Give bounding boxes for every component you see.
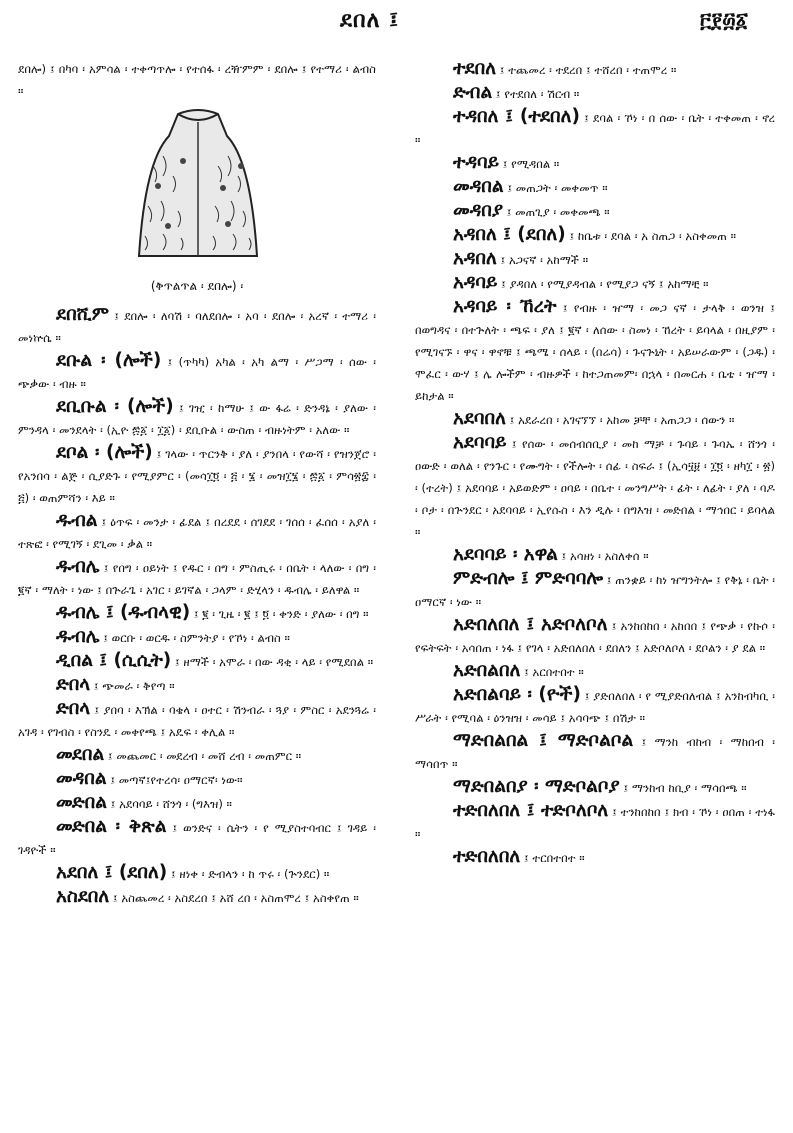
dictionary-entry xyxy=(18,650,376,673)
entry-headword: አዳባይ xyxy=(453,272,498,293)
entry-headword: አደባበለ xyxy=(453,408,506,429)
entry-headword: መድበል xyxy=(56,792,107,813)
entry-definition: ፤ መጠጋት ፡ መቀመጥ ። xyxy=(507,181,608,195)
entry-headword: መዳበያ xyxy=(453,200,504,221)
entry-definition: ፤ አጋናኛ ፡ አከማች ። xyxy=(500,253,589,267)
dictionary-entry xyxy=(415,408,775,431)
entry-headword: ዲበል ፤ (ሲሲት) xyxy=(56,650,172,671)
entry-headword: መድበል ፡ ቅጽል xyxy=(56,816,167,837)
entry-headword: ተዳበለ ፤ (ተደበለ) xyxy=(453,106,580,127)
dictionary-entry xyxy=(18,768,376,791)
dictionary-entry xyxy=(18,396,376,441)
entry-definition: ፤ ያድበለበለ ፡ የ ሚያድበለብል ፤ አንከብካቢ ፡ ሥራት ፡ የሚባል ፡ ዕንዝዝ ፡ መሳይ ፤ አሳባጭ ፤ በሽታ ። xyxy=(415,689,775,725)
entry-definition: ፤ ፪ ፡ ጊዜ ፡ ፪ ፤ ፬ ፡ ቀንድ ፡ ያለው ፡ በግ ። xyxy=(193,607,369,621)
dictionary-entry xyxy=(18,886,376,909)
entry-headword: ደቡል ፡ (ሎች) xyxy=(56,350,162,371)
entry-definition: ፤ የሰው ፡ መሰብሰቢያ ፡ መከ ማቻ ፡ ጉባይ ፡ ጉባኤ ፡ ሸንጎ ፡ ዐውድ ፡ ወለል ፡ የንጉር ፡ የሙግት ፡ የችሎት ፡ ሰፊ ፡ ስፍራ ፤ (ኢሳ፶፱ ፡ ፲፬ ፡ ዘካ፲ ፡ ፳) ፡ (ተረት) ፤ አደባባይ ፡ አይወድም ፡ ዐባይ ፡ በቤተ ፡ መንግሥት ፡ ፊት ፡ ለፊት ፡ ያለ ፡ ባዶ ፡ ቦታ ፡ በጕንደር ፡ አደባባይ ፡ ኢየሱስ ፡ እን ዲሉ ፡ በግእዝ ፡ መድበል ፡ ማኅበር ፡ ይባላል ። xyxy=(415,437,775,539)
dictionary-entry xyxy=(415,176,775,199)
entry-definition: ፤ ወንድና ፡ ሴትን ፡ የ ሚያስተባብር ፤ ገዳይ ፡ ገዳዮች ። xyxy=(18,821,377,857)
entry-definition: ፤ አስጨመረ ፡ አስደረበ ፤ አሸ ረበ ፡ አስጠሞረ ፤ አስቀየጠ ። xyxy=(112,891,359,905)
dictionary-entry xyxy=(415,432,775,543)
intro-text: ደበሎ) ፤ በካባ ፡ አምሳል ፡ ተቀጣጥሎ ፡ የተሰፋ ፡ ረዥምም ፡ ደበሎ ፤ የተማሪ ፡ ልብስ ። xyxy=(18,62,376,98)
entry-headword: ተድበለበለ ፤ ተድቦለቦለ xyxy=(453,800,609,821)
entry-definition: ፤ ደበሎ ፡ ለባሽ ፡ ባለደበሎ ፡ አባ ፡ ደበሎ ፡ አረኛ ፡ ተማሪ ፡ መነኵሴ ። xyxy=(18,309,377,345)
entry-headword: መዳበል xyxy=(56,768,107,789)
page-number: ፫፻፴፩ xyxy=(700,8,748,32)
page-header xyxy=(0,0,793,42)
entry-definition: ፤ ማንከብ ከቢያ ፡ ማሳበጫ ። xyxy=(623,781,747,795)
entry-definition: ፤ ያዳበለ ፡ የሚያዳብል ፡ የሚያጋ ናኝ ፤ አከማቺ ። xyxy=(501,277,709,291)
running-head: ደበለ ፤ xyxy=(340,8,400,33)
entry-headword: ደቦል ፡ (ሎች) xyxy=(56,442,153,463)
dictionary-entry xyxy=(415,684,775,729)
dictionary-entry xyxy=(415,544,775,567)
dictionary-entry xyxy=(415,776,775,799)
entry-definition: ፤ ከቤቱ ፡ ደባል ፡ አ ስጠጋ ፡ አስቀመጠ ። xyxy=(569,229,736,243)
entry-definition: ፤ ያበባ ፡ እኽል ፡ ባቄላ ፡ ዐተር ፡ ሽንብራ ፡ ጓያ ፡ ምስር ፡ አደንጓሬ ፡ አገዳ ፡ የገብስ ፡ የስንዴ ፡ መቀየጫ ፤ አዴፍ ፡ ቀሊል ። xyxy=(18,703,376,739)
entry-headword: አስደበለ xyxy=(56,886,110,907)
entry-headword: ማድበልበያ ፡ ማድቦልቦያ xyxy=(453,776,620,797)
left-column xyxy=(18,58,376,910)
entry-definition: ፤ ወርቡ ፡ ወርዱ ፡ ስምንትያ ፡ የኾነ ፡ ልብስ ። xyxy=(103,631,290,645)
dictionary-entry xyxy=(18,792,376,815)
entry-headword: አድበልበለ xyxy=(453,660,521,681)
entry-definition: ፤ የሚዳበል ። xyxy=(502,157,560,171)
entry-definition: ፤ ጠንቋይ ፡ ከነ ዠግንትሎ ፤ የቅኔ ፡ ቤት ፡ ዐማርኛ ፡ ነው ። xyxy=(415,573,775,609)
dictionary-entry xyxy=(18,744,376,767)
entry-headword: አድበለበለ ፤ አድቦለቦለ xyxy=(453,614,608,635)
dictionary-entry xyxy=(415,568,775,613)
entry-headword: ተድበለበለ xyxy=(453,846,521,867)
entry-headword: ድበላ xyxy=(56,698,91,719)
dictionary-entry xyxy=(18,674,376,697)
entry-headword: አዳበለ xyxy=(453,248,497,269)
entry-definition: ፤ ጭመራ ፡ ቅየጣ ። xyxy=(93,679,175,693)
entry-definition: ፤ ተንከበከበ ፤ ክብ ፡ ኾነ ፡ ዐበጠ ፡ ተነፋ ። xyxy=(415,805,776,841)
dictionary-entry xyxy=(18,304,376,349)
entry-definition: ፤ (ጥካካ) አካል ፡ አካ ልማ ፡ ሥጋማ ፡ ሰው ፡ ጭቃው ፡ ብዙ ። xyxy=(18,355,377,391)
dictionary-entry xyxy=(415,106,775,151)
entry-definition: ፤ መጣኛ፤የተረሳ፡ ዐማርኛ፡ ነው። xyxy=(110,773,243,787)
entry-headword: አዳባይ ፡ ኸረት xyxy=(453,296,557,317)
dictionary-entry xyxy=(415,152,775,175)
entry-headword: መደበል xyxy=(56,744,105,765)
entry-headword: ደበሺም xyxy=(56,304,110,325)
entry-definition: ፤ አደባባይ ፡ ሸንጎ ፡ (ግእዝ) ። xyxy=(110,797,232,811)
right-entry-list xyxy=(415,58,775,869)
dictionary-entry xyxy=(415,248,775,271)
dictionary-entry xyxy=(18,556,376,601)
entry-definition: ፤ ዘነቀ ፡ ድብላን ፡ ከ ጥሩ ፡ (ጕንደር) ። xyxy=(170,867,330,881)
dictionary-entry xyxy=(415,730,775,775)
dictionary-entry xyxy=(18,626,376,649)
dictionary-entry xyxy=(415,846,775,869)
entry-headword: ደቢቡል ፡ (ሎች) xyxy=(56,396,174,417)
entry-headword: መዳበል xyxy=(453,176,504,197)
dictionary-entry xyxy=(18,510,376,555)
dictionary-entry xyxy=(415,296,775,407)
entry-definition: ፤ ደባል ፡ ኾነ ፡ በ ሰው ፡ ቤት ፡ ተቀመጠ ፡ ኖረ ። xyxy=(415,111,775,147)
entry-definition: ፤ ዘማች ፡ አሞራ ፡ በው ዳቂ ፡ ላይ ፡ የሚደበል ። xyxy=(174,655,374,669)
entry-headword: አደባባይ xyxy=(453,432,507,453)
entry-headword: ምድብሎ ፤ ምድባባሎ xyxy=(453,568,604,589)
entry-headword: ዱብሌ xyxy=(56,626,100,647)
entry-definition: ፤ የበግ ፡ ዐይነት ፤ የዱር ፡ በግ ፡ ምስጢሩ ፡ በቤት ፡ ላለው ፡ በግ ፡ ፪ኛ ፡ ማለት ፡ ነው ፤ በጕራጌ ፡ አገር ፡ ይገኛል ፡ ጋላም ፡ ድሂላን ፡ ዱብሌ ፡ ይለዋል ። xyxy=(18,561,376,597)
entry-definition: ፤ የብዙ ፡ ዠማ ፡ መጋ ናኛ ፡ ታላቅ ፡ ወንዝ ፤ በወግዳና ፡ በተጕለት ፡ ጫፍ ፡ ያለ ፤ ፪ኛ ፡ ለሰው ፡ ስመነ ፡ ኸረት ፡ ይባላል ፡ በዚያም ፡ የሚገናኙ ፡ ዋና ፡ ዋኖቹ ፤ ጫሜ ፡ ሰላይ ፡ (በሬሳ) ፡ ጉናጕኒት ፡ አይሠራውም ፡ (ጋዱ) ፡ ሞፈር ፡ ውሃ ፤ ሌ ሎችም ፡ ብዙዎች ፡ ከተጋጠመም፡ በኋላ ፡ በመርሐ ፡ ቤቴ ፡ ዠማ ፡ ይከታል ። xyxy=(415,301,775,403)
entry-headword: ተደበለ xyxy=(453,58,497,79)
entry-definition: ፤ አሳዘነ ፡ አስለቀሰ ። xyxy=(561,549,649,563)
entry-headword: ድበላ xyxy=(56,674,91,695)
right-column xyxy=(415,58,775,870)
entry-headword: ዱብሌ ፤ (ዱብላዊ) xyxy=(56,602,191,623)
figure xyxy=(18,106,376,271)
fur-cloak-illustration-icon xyxy=(123,106,273,266)
dictionary-entry xyxy=(18,698,376,743)
dictionary-entry xyxy=(415,82,775,105)
entry-headword: ማድበልበል ፤ ማድቦልቦል xyxy=(453,730,634,751)
entry-definition: ፤ ማንከ ብከብ ፡ ማከበብ ፡ ማሳበጥ ። xyxy=(415,735,775,771)
dictionary-entry xyxy=(415,58,775,81)
figure-caption: (ቅጥልጥል ፡ ደበሎ) ፡ xyxy=(150,279,244,293)
entry-definition: ፤ መጨመር ፡ መደረብ ፡ መሸ ረብ ፡ መጠምር ። xyxy=(107,749,302,763)
dictionary-entry xyxy=(415,200,775,223)
entry-headword: አዳበለ ፤ (ደበለ) xyxy=(453,224,566,245)
entry-definition: ፤ አንከበከበ ፡ አከበበ ፤ የጭቃ ፡ የኩሶ ፡ የፍትፍት ፡ አሳበጠ ፡ ነፋ ፤ የገላ ፡ አድበለበለ ፡ ደበለን ፤ አድቦለቦለ ፡ ደቦልን ፡ ያ ደል ። xyxy=(415,619,775,655)
dictionary-entry xyxy=(415,660,775,683)
entry-definition: ፤ ተርበተበተ ። xyxy=(523,851,585,865)
dictionary-entry xyxy=(18,862,376,885)
dictionary-entry xyxy=(18,350,376,395)
entry-definition: ፤ ገላው ፡ ጥርንቅ ፡ ያለ ፡ ያንበላ ፡ የውሻ ፡ የዝንጀሮ ፡ የአንበሳ ፡ ልጅ ፡ ሲያድጉ ፡ የሚያምር ፡ (መሳ፲፬ ፡ ፭ ፡ ፮ ፡ መዝ፲፮ ፡ ፷፩ ፡ ምሳ፳፰ ፡ ፭) ፡ ወጠምሻን ፡ እይ ። xyxy=(18,447,376,505)
entry-headword: ተዳባይ xyxy=(453,152,500,173)
entry-headword: ዱብል xyxy=(56,510,98,531)
entry-headword: ድብል xyxy=(453,82,493,103)
entry-definition: ፤ ዕጥፍ ፡ መንታ ፡ ፊደል ፤ በረደደ ፡ ሰገደደ ፡ ገሰሰ ፡ ፈሰሰ ፡ አያለ ፡ ተጽፎ ፡ የሚገኝ ፡ ደጊመ ፡ ቃል ። xyxy=(18,515,377,551)
dictionary-entry xyxy=(415,272,775,295)
dictionary-entry xyxy=(415,614,775,659)
entry-definition: ፤ አደራረበ ፡ አገናኘኘ ፡ አከመ ቻቸ ፡ አጠጋጋ ፡ ሰውን ። xyxy=(509,413,735,427)
entry-definition: ፤ የተደበለ ፡ ሽርብ ። xyxy=(495,87,580,101)
dictionary-entry xyxy=(415,800,775,845)
dictionary-entry xyxy=(18,816,376,861)
entry-headword: አድበልባይ ፡ (ዮች) xyxy=(453,684,581,705)
entry-definition: ፤ ተጨመረ ፡ ተደረበ ፤ ተሸረበ ፡ ተጠሞረ ። xyxy=(499,63,677,77)
entry-headword: አደበለ ፤ (ደበለ) xyxy=(56,862,168,883)
entry-definition: ፤ መጠጊያ ፡ መቀመጫ ። xyxy=(506,205,610,219)
entry-definition: ፤ አርበተበተ ። xyxy=(524,665,584,679)
entry-definition: ፤ ገዢ ፡ ከማሁ ፤ ው ፋሬ ፡ ድንዳኔ ፡ ያለው ፡ ምንዳላ ፡ መንደላት ፡ (ኢዮ ፷፩ ፡ ፲፩) ፡ ደቢቡል ፡ ውስጠ ፡ ብዙነትም ፡ አለው ። xyxy=(18,401,377,437)
dictionary-entry xyxy=(18,442,376,509)
left-entry-list xyxy=(18,304,376,909)
dictionary-entry xyxy=(415,224,775,247)
entry-headword: አደባባይ ፡ አዋል xyxy=(453,544,558,565)
entry-headword: ዱብሌ xyxy=(56,556,100,577)
dictionary-entry xyxy=(18,602,376,625)
